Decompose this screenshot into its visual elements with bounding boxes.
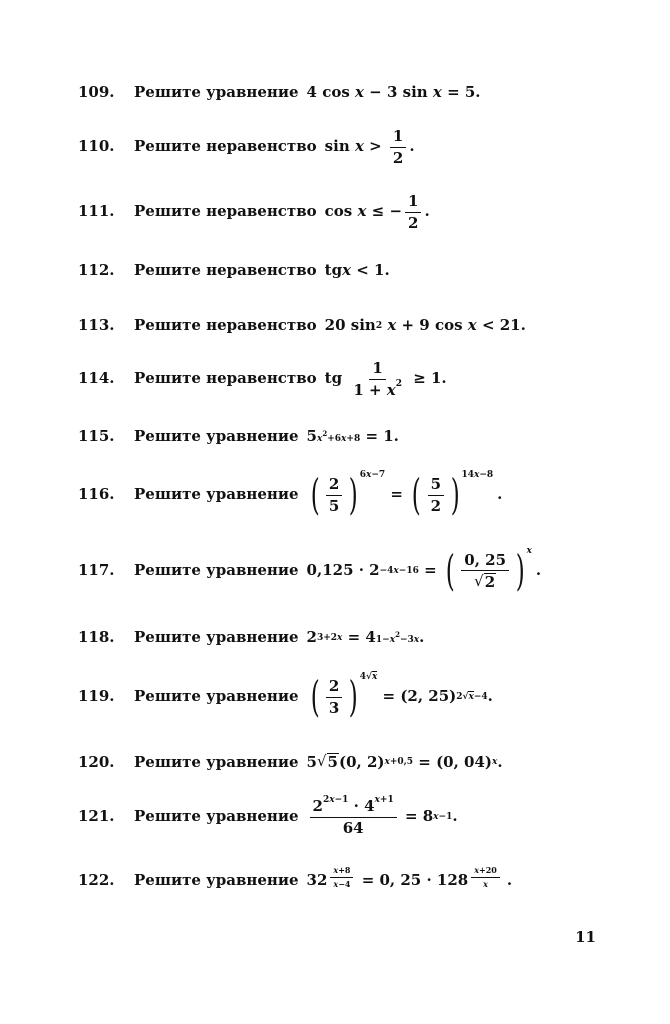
problem-114 (78, 360, 630, 398)
problem-number: 121. (78, 807, 115, 826)
problem-text: Решите уравнение (134, 628, 299, 646)
problem-text: Решите неравенство (134, 316, 317, 334)
problem-formula: tg $\frac{1}{1 + x^2}$ ≥ 1. (324, 359, 447, 399)
problem-122 (78, 865, 630, 889)
problem-109 (78, 84, 630, 101)
problem-text: Решите уравнение (134, 687, 299, 706)
problem-formula: cos x ≤ − $\frac{1}{2}$ . (324, 192, 430, 232)
problem-formula: 0,125 · 2 −4x−16 = ( 0, 25 √ 2 ) x . (306, 546, 542, 595)
problem-115 (78, 428, 630, 445)
page-number: 11 (575, 928, 596, 946)
problem-number: 122. (78, 871, 115, 889)
problem-number: 109. (78, 83, 115, 101)
problem-text: Решите уравнение (134, 427, 299, 445)
problem-formula: 32 $\frac{x+8}{x-4}$ = 0, 25 · 128 $\frac{x+20}{x}$ . (306, 865, 513, 889)
problem-112 (78, 262, 630, 279)
problem-number: 111. (78, 202, 115, 221)
problem-text: Решите уравнение (134, 807, 299, 826)
problem-number: 116. (78, 485, 115, 504)
problem-116 (78, 470, 630, 519)
problem-number: 120. (78, 752, 115, 771)
problem-number: 115. (78, 427, 115, 445)
problem-text: Решите уравнение (134, 561, 299, 580)
problem-formula: tg x < 1. (324, 261, 390, 279)
problem-text: Решите неравенство (134, 261, 317, 279)
problem-number: 113. (78, 316, 115, 334)
problem-text: Решите уравнение (134, 485, 299, 504)
problem-formula: 4 cos x − 3 sin x = 5. (306, 83, 481, 101)
problem-text: Решите уравнение (134, 871, 299, 889)
problem-111 (78, 193, 630, 231)
problem-formula: 5 √ 5 (0, 2) x+0,5 = (0, 04) x . (306, 752, 503, 771)
problem-number: 118. (78, 628, 115, 646)
problem-119 (78, 672, 630, 721)
problem-121 (78, 795, 630, 837)
problem-formula: ( $\frac{2}{5}$ ) 6x−7 = ( $\frac{5}{2}$ ) 14x−8 . (310, 470, 503, 519)
problem-number: 112. (78, 261, 115, 279)
problem-formula: 2 3+2x = 4 $1-x^2-3x$ . (306, 628, 425, 646)
problem-118 (78, 629, 630, 646)
problem-number: 117. (78, 561, 115, 580)
problem-number: 119. (78, 687, 115, 706)
problem-text: Решите неравенство (134, 137, 317, 156)
problem-formula: ( $\frac{2}{3}$ ) 4√x = (2, 25) 2√x−4 . (310, 672, 493, 721)
problem-formula: $\frac{2^{2x-1} \cdot 4^{x+1}}{64}$ = 8 x−1 . (307, 798, 458, 836)
problem-formula: 20 sin 2 x + 9 cos x < 21. (324, 316, 526, 334)
problem-text: Решите неравенство (134, 202, 317, 221)
problem-text: Решите уравнение (134, 752, 299, 771)
problem-text: Решите неравенство (134, 369, 317, 388)
problem-117 (78, 546, 630, 595)
problem-number: 114. (78, 369, 115, 388)
problem-formula: 5 $x^2+6x+8$ = 1. (306, 427, 399, 445)
problem-120 (78, 753, 630, 771)
problem-text: Решите уравнение (134, 83, 299, 101)
problem-number: 110. (78, 137, 115, 156)
problem-110 (78, 128, 630, 166)
problem-113 (78, 317, 630, 334)
problem-formula: sin x > $\frac{1}{2}$ . (324, 127, 415, 167)
